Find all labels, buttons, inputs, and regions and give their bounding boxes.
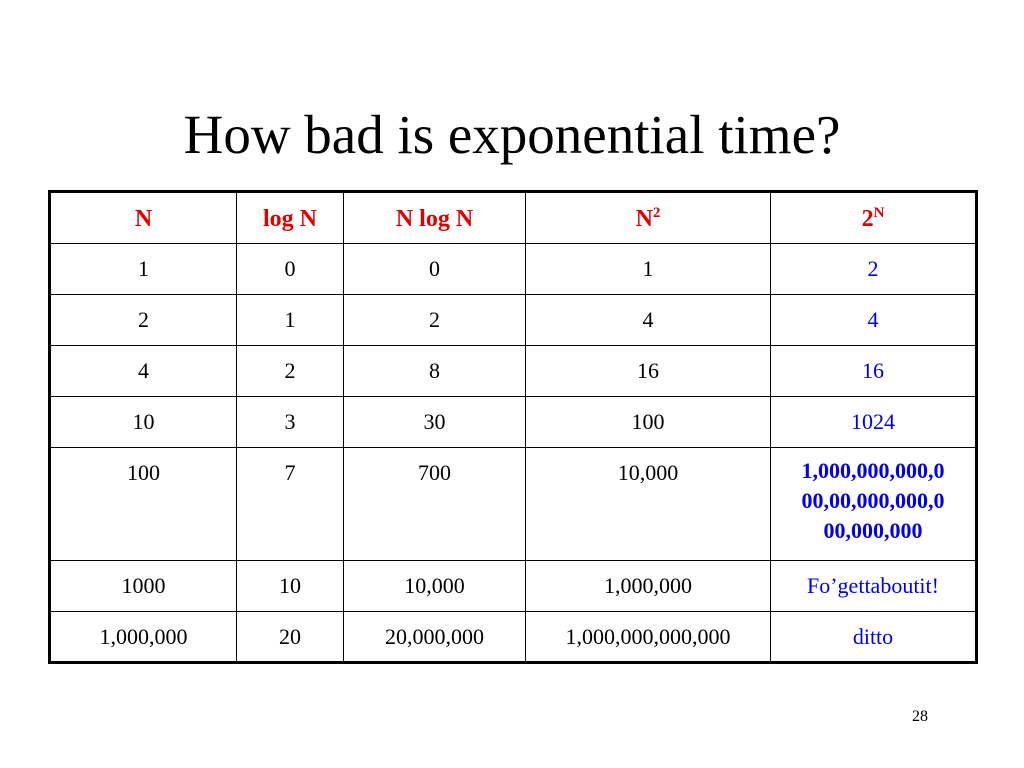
cell-n-log-n: 30 xyxy=(344,397,526,448)
cell-log-n: 2 xyxy=(237,346,344,397)
cell-n-squared: 1,000,000,000,000 xyxy=(526,612,771,663)
table-row xyxy=(50,612,977,663)
cell-two-to-n: 1024 xyxy=(771,397,977,448)
cell-n-squared: 1 xyxy=(526,244,771,295)
cell-n-log-n: 8 xyxy=(344,346,526,397)
cell-n: 1,000,000 xyxy=(50,612,237,663)
cell-two-to-n: 2 xyxy=(771,244,977,295)
header-n-label: N xyxy=(134,206,153,232)
table-header-row xyxy=(50,192,977,244)
cell-n: 2 xyxy=(50,295,237,346)
header-two-to-n xyxy=(771,192,977,244)
header-n-squared-exponent: 2 xyxy=(652,205,661,221)
cell-n-squared: 100 xyxy=(526,397,771,448)
cell-n: 4 xyxy=(50,346,237,397)
cell-n-log-n: 10,000 xyxy=(344,561,526,612)
table-row xyxy=(50,295,977,346)
cell-n: 1000 xyxy=(50,561,237,612)
header-n xyxy=(50,192,237,244)
cell-two-to-n: 16 xyxy=(771,346,977,397)
cell-n-squared: 4 xyxy=(526,295,771,346)
cell-n: 100 xyxy=(50,448,237,561)
cell-log-n: 7 xyxy=(237,448,344,561)
cell-log-n: 1 xyxy=(237,295,344,346)
cell-log-n: 10 xyxy=(237,561,344,612)
header-n-squared-base: N xyxy=(635,206,653,232)
cell-two-to-n: ditto xyxy=(771,612,977,663)
page-number: 28 xyxy=(912,708,928,725)
cell-n-squared: 16 xyxy=(526,346,771,397)
table-row xyxy=(50,346,977,397)
header-log-n xyxy=(237,192,344,244)
cell-n-squared: 1,000,000 xyxy=(526,561,771,612)
complexity-table xyxy=(48,190,978,664)
table-row xyxy=(50,448,977,561)
table-row xyxy=(50,244,977,295)
cell-n: 10 xyxy=(50,397,237,448)
header-two-to-n-exponent: N xyxy=(873,205,885,221)
header-n-log-n xyxy=(344,192,526,244)
cell-n-log-n: 20,000,000 xyxy=(344,612,526,663)
cell-n-log-n: 700 xyxy=(344,448,526,561)
complexity-table-container xyxy=(48,190,978,664)
cell-n-squared: 10,000 xyxy=(526,448,771,561)
header-log-n-label: log N xyxy=(263,206,317,232)
header-two-to-n-base: 2 xyxy=(861,206,874,232)
table-row xyxy=(50,561,977,612)
header-n-log-n-label: N log N xyxy=(395,206,474,232)
cell-two-to-n: 4 xyxy=(771,295,977,346)
cell-log-n: 3 xyxy=(237,397,344,448)
cell-n-log-n: 0 xyxy=(344,244,526,295)
cell-two-to-n: Fo’gettaboutit! xyxy=(771,561,977,612)
cell-n: 1 xyxy=(50,244,237,295)
cell-log-n: 0 xyxy=(237,244,344,295)
cell-log-n: 20 xyxy=(237,612,344,663)
slide-title: How bad is exponential time? xyxy=(183,104,841,165)
table-row xyxy=(50,397,977,448)
cell-n-log-n: 2 xyxy=(344,295,526,346)
header-n-squared xyxy=(526,192,771,244)
cell-two-to-n: 1,000,000,000,0 00,00,000,000,0 00,000,000 xyxy=(771,448,977,561)
